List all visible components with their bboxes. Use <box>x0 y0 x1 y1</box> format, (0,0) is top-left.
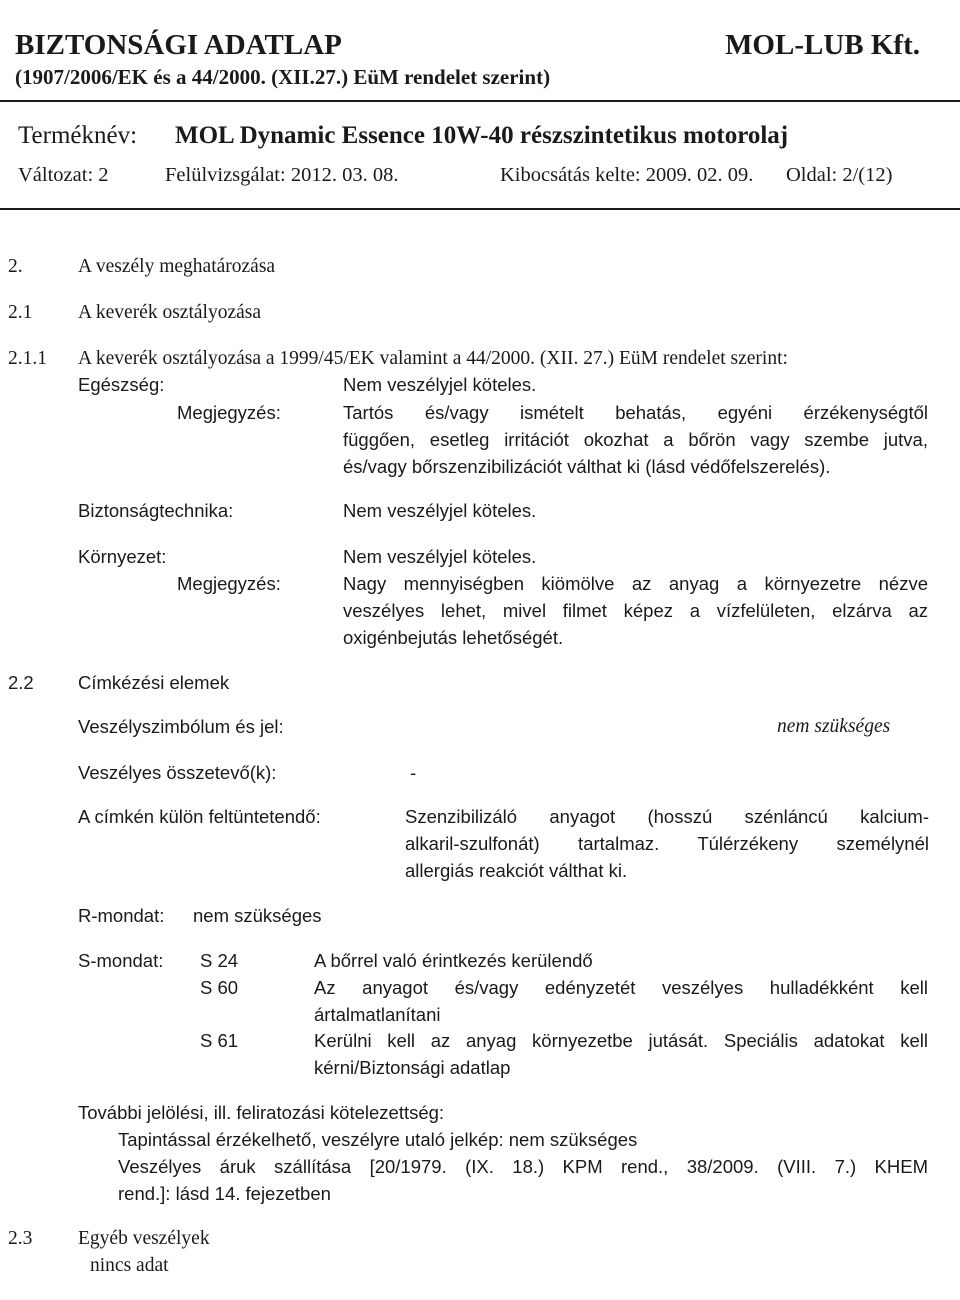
section-2-1-1-number: 2.1.1 <box>8 348 47 369</box>
environment-note-label: Megjegyzés: <box>177 573 281 594</box>
environment-label: Környezet: <box>78 546 167 567</box>
section-2-title: A veszély meghatározása <box>78 256 276 277</box>
section-2-3-number: 2.3 <box>8 1228 33 1249</box>
environment-note-line: Nagy mennyiségben kiömölve az anyag a környezetre nézve <box>343 573 928 594</box>
environment-note-line: veszélyes lehet, mivel filmet képez a vízfelületen, elzárva az <box>343 600 928 621</box>
label-text-line: allergiás reakciót válthat ki. <box>405 860 628 881</box>
revision-date: Felülvizsgálat: 2012. 03. 08. <box>165 164 399 186</box>
health-label: Egészség: <box>78 374 165 395</box>
s-phrase-text: kérni/Biztonsági adatlap <box>314 1057 511 1078</box>
s-phrase-code: S 61 <box>200 1030 239 1051</box>
hazard-symbol-value: nem szükséges <box>777 716 891 737</box>
company-name: MOL-LUB Kft. <box>725 29 920 61</box>
s-phrase-code: S 60 <box>200 977 239 998</box>
header-divider-bottom <box>0 208 960 210</box>
health-note-line: Tartós és/vagy ismételt behatás, egyéni érzékenységtől <box>343 402 928 423</box>
section-2-1-title: A keverék osztályozása <box>78 302 262 323</box>
s-phrase-text: ártalmatlanítani <box>314 1004 441 1025</box>
health-note-line: függően, esetleg irritációt okozhat a bőrön vagy szembe jutva, <box>343 429 928 450</box>
section-2-2-number: 2.2 <box>8 672 34 693</box>
page-number: Oldal: 2/(12) <box>786 164 893 186</box>
hazard-symbol-label: Veszélyszimbólum és jel: <box>78 716 284 737</box>
safety-value: Nem veszélyjel köteles. <box>343 500 537 521</box>
further-labelling-line: Tapintással érzékelhető, veszélyre utaló jelkép: nem szükséges <box>118 1129 638 1150</box>
issue-date: Kibocsátás kelte: 2009. 02. 09. <box>500 164 754 186</box>
further-labelling-line: Veszélyes áruk szállítása [20/1979. (IX. 18.) KPM rend., 38/2009. (VIII. 7.) KHEM <box>118 1156 928 1177</box>
regulation-subtitle: (1907/2006/EK és a 44/2000. (XII.27.) EüM rendelet szerint) <box>15 65 551 89</box>
environment-value: Nem veszélyjel köteles. <box>343 546 537 567</box>
hazardous-component-value: - <box>410 762 417 783</box>
health-note-line: és/vagy bőrszenzibilizációt válthat ki (lásd védőfelszerelés). <box>343 456 831 477</box>
section-2-2-title: Címkézési elemek <box>78 672 230 693</box>
hazardous-component-label: Veszélyes összetevő(k): <box>78 762 277 783</box>
header-divider-top <box>0 100 960 102</box>
section-2-3-title: Egyéb veszélyek <box>78 1228 210 1249</box>
section-2-3-value: nincs adat <box>90 1255 169 1276</box>
s-phrase-code: S 24 <box>200 950 239 971</box>
r-phrase-label: R-mondat: <box>78 905 165 926</box>
health-value: Nem veszélyjel köteles. <box>343 374 537 395</box>
environment-note-line: oxigénbejutás lehetőségét. <box>343 627 564 648</box>
label-text-line: Szenzibilizáló anyagot (hosszú szénláncú kalcium- <box>405 806 929 827</box>
section-2-1-1-title: A keverék osztályozása a 1999/45/EK valamint a 44/2000. (XII. 27.) EüM rendelet szerint: <box>78 348 788 369</box>
s-phrase-text: Az anyagot és/vagy edényzetét veszélyes hulladékként kell <box>314 977 928 998</box>
further-labelling-title: További jelölési, ill. feliratozási kötelezettség: <box>78 1102 445 1123</box>
version: Változat: 2 <box>18 164 109 186</box>
section-2-number: 2. <box>8 256 23 277</box>
document-title: BIZTONSÁGI ADATLAP <box>15 29 342 61</box>
further-labelling-line: rend.]: lásd 14. fejezetben <box>118 1183 331 1204</box>
s-phrase-text: Kerülni kell az anyag környezetbe jutását. Speciális adatokat kell <box>314 1030 928 1051</box>
s-phrase-text: A bőrrel való érintkezés kerülendő <box>314 950 593 971</box>
safety-label: Biztonságtechnika: <box>78 500 234 521</box>
label-text-line: alkaril-szulfonát) tartalmaz. Túlérzékeny személynél <box>405 833 929 854</box>
section-2-1-number: 2.1 <box>8 302 33 323</box>
r-phrase-value: nem szükséges <box>193 905 322 926</box>
product-name: MOL Dynamic Essence 10W-40 részszintetikus motorolaj <box>175 122 789 149</box>
product-label: Terméknév: <box>18 122 138 149</box>
s-phrase-label: S-mondat: <box>78 950 164 971</box>
label-text-label: A címkén külön feltüntetendő: <box>78 806 321 827</box>
health-note-label: Megjegyzés: <box>177 402 281 423</box>
